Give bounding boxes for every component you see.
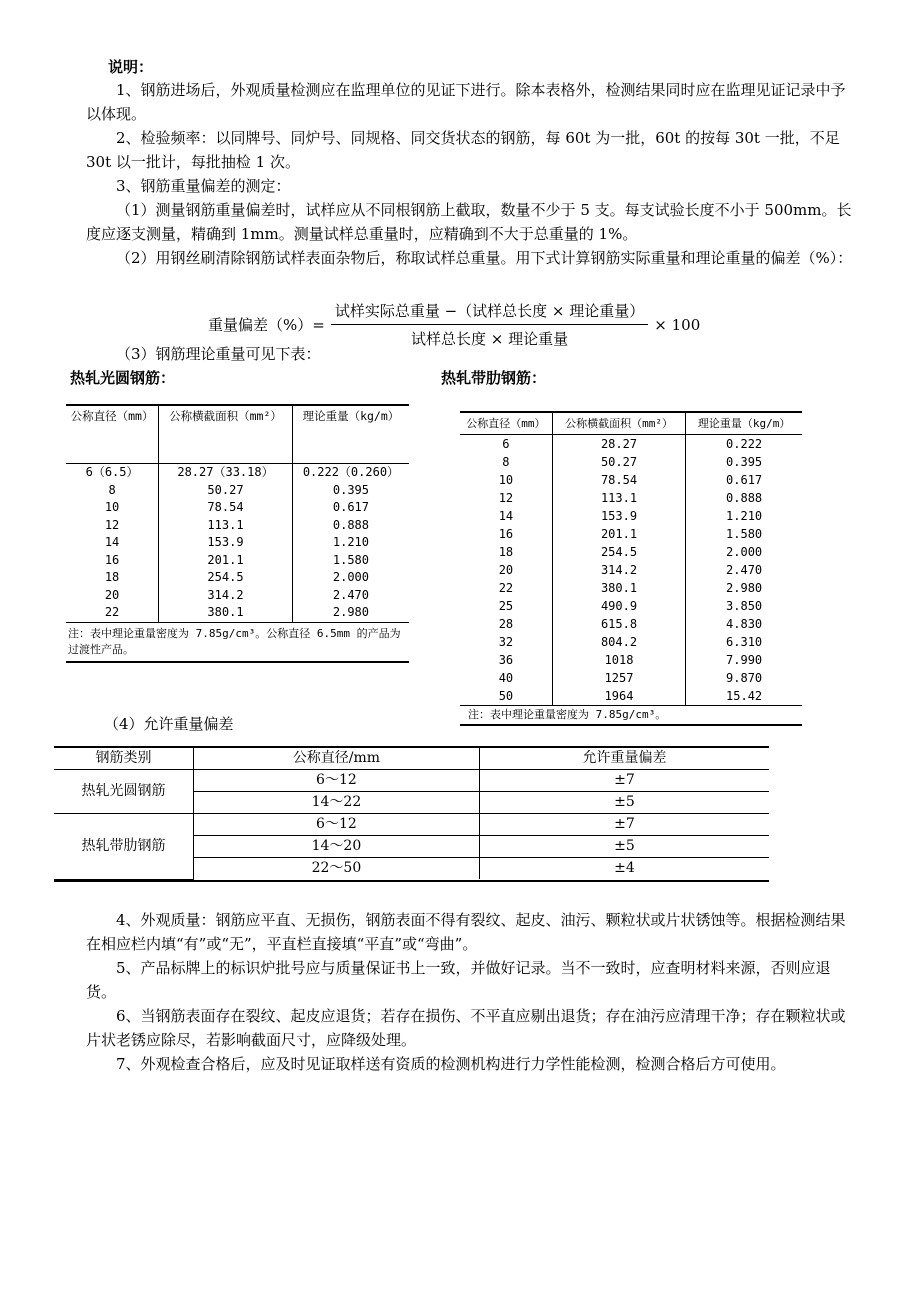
table-row — [460, 669, 802, 687]
table-cell: 1257 — [552, 669, 685, 687]
table-cell: 113.1 — [552, 489, 685, 507]
table-cell: 1.210 — [292, 534, 409, 552]
table3-category: 热轧光圆钢筋 — [54, 770, 193, 814]
table3-cell: 6～12 — [193, 770, 479, 792]
paragraph-2: 2、检验频率：以同牌号、同炉号、同规格、同交货状态的钢筋，每 60t 为一批，60t 的按每 30t 一批，不足 30t 以一批计，每批抽检 1 次。 — [86, 129, 840, 171]
table-cell: 50.27 — [159, 482, 293, 500]
table-cell: 1018 — [552, 651, 685, 669]
table-row — [66, 482, 409, 500]
table-cell: 0.395 — [686, 453, 802, 471]
table-cell: 32 — [498, 635, 514, 649]
table-row — [66, 517, 409, 535]
table-cell: 314.2 — [159, 587, 293, 605]
table-cell: 1964 — [552, 687, 685, 705]
paragraph-3-2: （2）用钢丝刷清除钢筋试样表面杂物后，称取试样总重量。用下式计算钢筋实际重量和理论重量的偏差（%）： — [116, 249, 853, 267]
table-cell: 28.27（33.18） — [159, 464, 293, 482]
table-cell: 22 — [498, 581, 514, 595]
table-cell: 18 — [498, 545, 514, 559]
table-cell: 254.5 — [159, 569, 293, 587]
table3-cell: ±4 — [479, 858, 769, 880]
table-cell: 254.5 — [552, 543, 685, 561]
table-cell: 153.9 — [552, 507, 685, 525]
paragraph-7: 7、外观检查合格后，应及时见证取样送有资质的检测机构进行力学性能检测，检测合格后方可使用。 — [116, 1055, 786, 1073]
table-cell: 28 — [498, 617, 514, 631]
table-cell: 3.850 — [686, 597, 802, 615]
table-cell: 201.1 — [159, 552, 293, 570]
allowed-deviation-table — [54, 746, 769, 882]
plain-bar-weight-table — [66, 404, 409, 663]
table1-header: 公称横截面积（mm²） — [159, 406, 293, 464]
table-cell: 0.888 — [292, 517, 409, 535]
table-cell: 10 — [498, 473, 514, 487]
table-cell: 8 — [502, 455, 510, 469]
table-cell: 490.9 — [552, 597, 685, 615]
paragraph-4: 4、外观质量：钢筋应平直、无损伤，钢筋表面不得有裂纹、起皮、油污、颗粒状或片状锈蚀等。根据检测结果在相应栏内填“有”或“无”，平直栏直接填“平直”或“弯曲”。 — [86, 911, 846, 953]
table-cell: 2.980 — [686, 579, 802, 597]
table-row — [66, 499, 409, 517]
table-row — [460, 597, 802, 615]
table-row — [460, 615, 802, 633]
table2-header: 公称横截面积（mm²） — [552, 413, 685, 435]
table-row — [460, 507, 802, 525]
table3-cell: ±7 — [479, 770, 769, 792]
table2-header: 理论重量（kg/m） — [686, 413, 802, 435]
table3-header: 钢筋类别 — [54, 748, 193, 770]
table-row — [460, 525, 802, 543]
table3-cell: ±7 — [479, 814, 769, 836]
table-cell: 380.1 — [159, 604, 293, 622]
table-row — [460, 453, 802, 471]
table-cell: 1.210 — [686, 507, 802, 525]
table-cell: 314.2 — [552, 561, 685, 579]
table-cell: 2.470 — [686, 561, 802, 579]
table3-cell: ±5 — [479, 836, 769, 858]
table-cell: 6（6.5） — [85, 465, 139, 480]
table-row — [66, 464, 409, 482]
formula-denominator: 试样总长度 × 理论重量 — [411, 330, 569, 348]
table-cell: 0.395 — [292, 482, 409, 500]
paragraph-3-3: （3）钢筋理论重量可见下表： — [116, 345, 321, 363]
table-cell: 0.617 — [292, 499, 409, 517]
table-cell: 78.54 — [552, 471, 685, 489]
table-cell: 18 — [104, 570, 120, 585]
table-cell: 1.580 — [686, 525, 802, 543]
table-cell: 0.222（0.260） — [292, 464, 409, 482]
table3-cell: 22～50 — [193, 858, 479, 880]
table3-cell: 6～12 — [193, 814, 479, 836]
table2-note: 注：表中理论重量密度为 7.85g/cm³。 — [460, 705, 802, 724]
table-row — [66, 569, 409, 587]
table-cell: 0.888 — [686, 489, 802, 507]
formula-multiplier: × 100 — [654, 315, 701, 334]
table-cell: 2.000 — [686, 543, 802, 561]
table-cell: 12 — [498, 491, 514, 505]
table-cell: 380.1 — [552, 579, 685, 597]
table-cell: 153.9 — [159, 534, 293, 552]
table1-note: 注：表中理论重量密度为 7.85g/cm³。公称直径 6.5mm 的产品为过渡性产品。 — [66, 622, 409, 661]
table-cell: 14 — [498, 509, 514, 523]
table-cell: 615.8 — [552, 615, 685, 633]
table-row — [66, 604, 409, 622]
table-cell: 8 — [108, 482, 116, 497]
table-cell: 25 — [498, 599, 514, 613]
table-cell: 15.42 — [686, 687, 802, 705]
formula-numerator: 试样实际总重量 −（试样总长度 × 理论重量） — [331, 300, 648, 325]
table-cell: 4.830 — [686, 615, 802, 633]
table-row — [460, 435, 802, 454]
table-row — [66, 534, 409, 552]
table-cell: 2.000 — [292, 569, 409, 587]
table1-caption: 热轧光圆钢筋： — [70, 369, 176, 387]
table-cell: 78.54 — [159, 499, 293, 517]
table-cell: 40 — [498, 671, 514, 685]
paragraph-6: 6、当钢筋表面存在裂纹、起皮应退货；若存在损伤、不平直应剔出退货；存在油污应清理干净；存在颗粒状或片状老锈应除尽，若影响截面尺寸，应降级处理。 — [86, 1007, 846, 1049]
table-row — [460, 471, 802, 489]
table-cell: 201.1 — [552, 525, 685, 543]
table-cell: 16 — [498, 527, 514, 541]
table-cell: 20 — [498, 563, 514, 577]
table3-category: 热轧带肋钢筋 — [54, 814, 193, 880]
paragraph-3-1: （1）测量钢筋重量偏差时，试样应从不同根钢筋上截取，数量不少于 5 支。每支试验长度不小于 500mm。长度应逐支测量，精确到 1mm。测量试样总重量时，应精确到不大于总重量的 1%。 — [86, 201, 852, 243]
table-cell: 28.27 — [552, 435, 685, 454]
table-row — [460, 561, 802, 579]
table-cell: 22 — [104, 605, 120, 620]
table3-cell: 14～22 — [193, 792, 479, 814]
paragraph-3: 3、钢筋重量偏差的测定： — [116, 177, 291, 195]
table1-header: 公称直径（mm） — [66, 406, 159, 464]
table-cell: 804.2 — [552, 633, 685, 651]
table-row — [460, 633, 802, 651]
table-row — [460, 543, 802, 561]
table-cell: 6 — [502, 437, 510, 451]
table-cell: 2.470 — [292, 587, 409, 605]
table-cell: 10 — [104, 500, 120, 515]
table3-header: 公称直径/mm — [193, 748, 479, 770]
table-row — [460, 687, 802, 705]
table2-caption: 热轧带肋钢筋： — [441, 369, 547, 387]
paragraph-3-4: （4）允许重量偏差 — [104, 715, 234, 733]
table-cell: 12 — [104, 517, 120, 532]
table-cell: 9.870 — [686, 669, 802, 687]
table-cell: 0.617 — [686, 471, 802, 489]
table-cell: 7.990 — [686, 651, 802, 669]
table3-cell: ±5 — [479, 792, 769, 814]
paragraph-5: 5、产品标牌上的标识炉批号应与质量保证书上一致，并做好记录。当不一致时，应查明材料来源，否则应退货。 — [86, 959, 831, 1001]
table-cell: 16 — [104, 552, 120, 567]
notes-heading: 说明： — [108, 58, 154, 76]
table-cell: 1.580 — [292, 552, 409, 570]
formula-lhs: 重量偏差（%）= — [208, 316, 325, 334]
table-cell: 0.222 — [686, 435, 802, 454]
table-row — [66, 552, 409, 570]
table-cell: 6.310 — [686, 633, 802, 651]
table-cell: 36 — [498, 653, 514, 667]
ribbed-bar-weight-table — [460, 411, 802, 726]
table-row — [460, 651, 802, 669]
table3-header: 允许重量偏差 — [479, 748, 769, 770]
table-cell: 50 — [498, 689, 514, 703]
table-cell: 2.980 — [292, 604, 409, 622]
table-row — [460, 489, 802, 507]
table-cell: 50.27 — [552, 453, 685, 471]
table1-header: 理论重量（kg/m） — [292, 406, 409, 464]
table-cell: 113.1 — [159, 517, 293, 535]
table-row — [460, 579, 802, 597]
paragraph-1: 1、钢筋进场后，外观质量检测应在监理单位的见证下进行。除本表格外，检测结果同时应在监理见证记录中予以体现。 — [86, 81, 846, 123]
table2-header: 公称直径（mm） — [460, 413, 552, 435]
table-cell: 20 — [104, 587, 120, 602]
table-row — [66, 587, 409, 605]
table-cell: 14 — [104, 535, 120, 550]
table3-cell: 14～20 — [193, 836, 479, 858]
